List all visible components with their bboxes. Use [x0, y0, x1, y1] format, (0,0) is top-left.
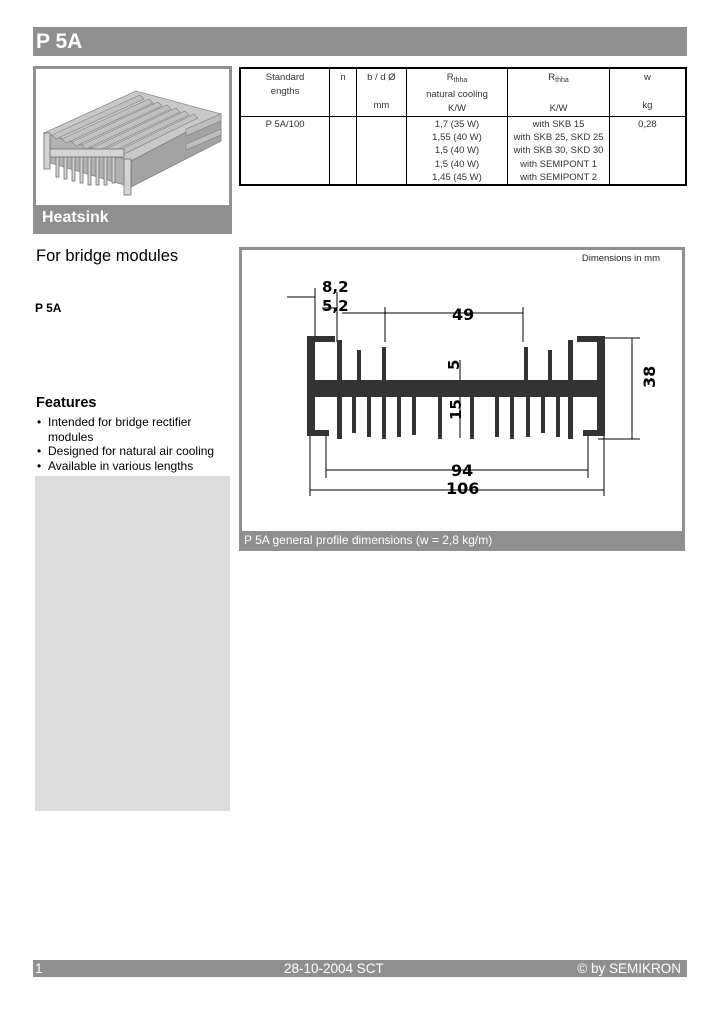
features-heading: Features [36, 395, 97, 411]
cell-bd [356, 117, 406, 186]
page-footer [33, 960, 687, 977]
dim-94: 94 [451, 461, 474, 480]
section-title: For bridge modules [36, 247, 179, 265]
left-panel [35, 244, 230, 811]
cell-lengths: P 5A/100 [240, 117, 330, 186]
profile-drawing [242, 250, 682, 531]
dim-8-2: 8,2 [322, 278, 349, 296]
cell-n [330, 117, 357, 186]
list-item: • Intended for bridge rectifier modules [37, 415, 207, 444]
spec-table [239, 67, 687, 186]
page-title: P 5A [33, 27, 687, 56]
heatsink-photo [36, 69, 229, 205]
header-lengths: Standard engths [240, 68, 330, 117]
description-box [35, 244, 230, 476]
table-header-row [240, 68, 686, 117]
profile-svg [242, 250, 682, 531]
header-weight: w kg [609, 68, 686, 117]
header-rth-module: $R_{thha}$ K/W [508, 68, 610, 117]
product-photo-panel [33, 66, 232, 234]
footer-date: 28-10-2004 SCT [284, 961, 384, 976]
drawing-panel [239, 247, 685, 551]
dim-38: 38 [640, 365, 659, 388]
dim-106: 106 [446, 479, 480, 498]
list-item: • Designed for natural air cooling [37, 444, 214, 459]
header-bd: b / d Ø mm [356, 68, 406, 117]
cell-rth-natural: 1,7 (35 W) 1,55 (40 W) 1,5 (40 W) 1,5 (40 W) 1,45 (45 W) [406, 117, 507, 186]
header-n: n [330, 68, 357, 117]
dim-5: 5 [445, 359, 463, 370]
drawing-caption: P 5A general profile dimensions (w = 2,8 kg/m) [244, 533, 493, 547]
photo-label: Heatsink [42, 209, 109, 226]
header-rth-natural: $R_{thha}$ natural cooling K/W [406, 68, 507, 117]
table-row [240, 117, 686, 186]
dimension-note: Dimensions in mm [581, 253, 660, 264]
list-item: • Available in various lengths [37, 459, 214, 474]
cell-weight: 0,28 [609, 117, 686, 186]
product-code: P 5A [35, 301, 62, 315]
footer-copyright: © by SEMIKRON [577, 961, 681, 976]
page-number: 1 [35, 961, 43, 976]
cell-rth-module: with SKB 15 with SKB 25, SKD 25 with SKB 30, SKD 30 with SEMIPONT 1 with SEMIPONT 2 [508, 117, 610, 186]
features-list [37, 415, 214, 474]
dim-49: 49 [452, 305, 475, 324]
dim-15: 15 [447, 399, 465, 420]
dim-5-2: 5,2 [322, 297, 349, 315]
